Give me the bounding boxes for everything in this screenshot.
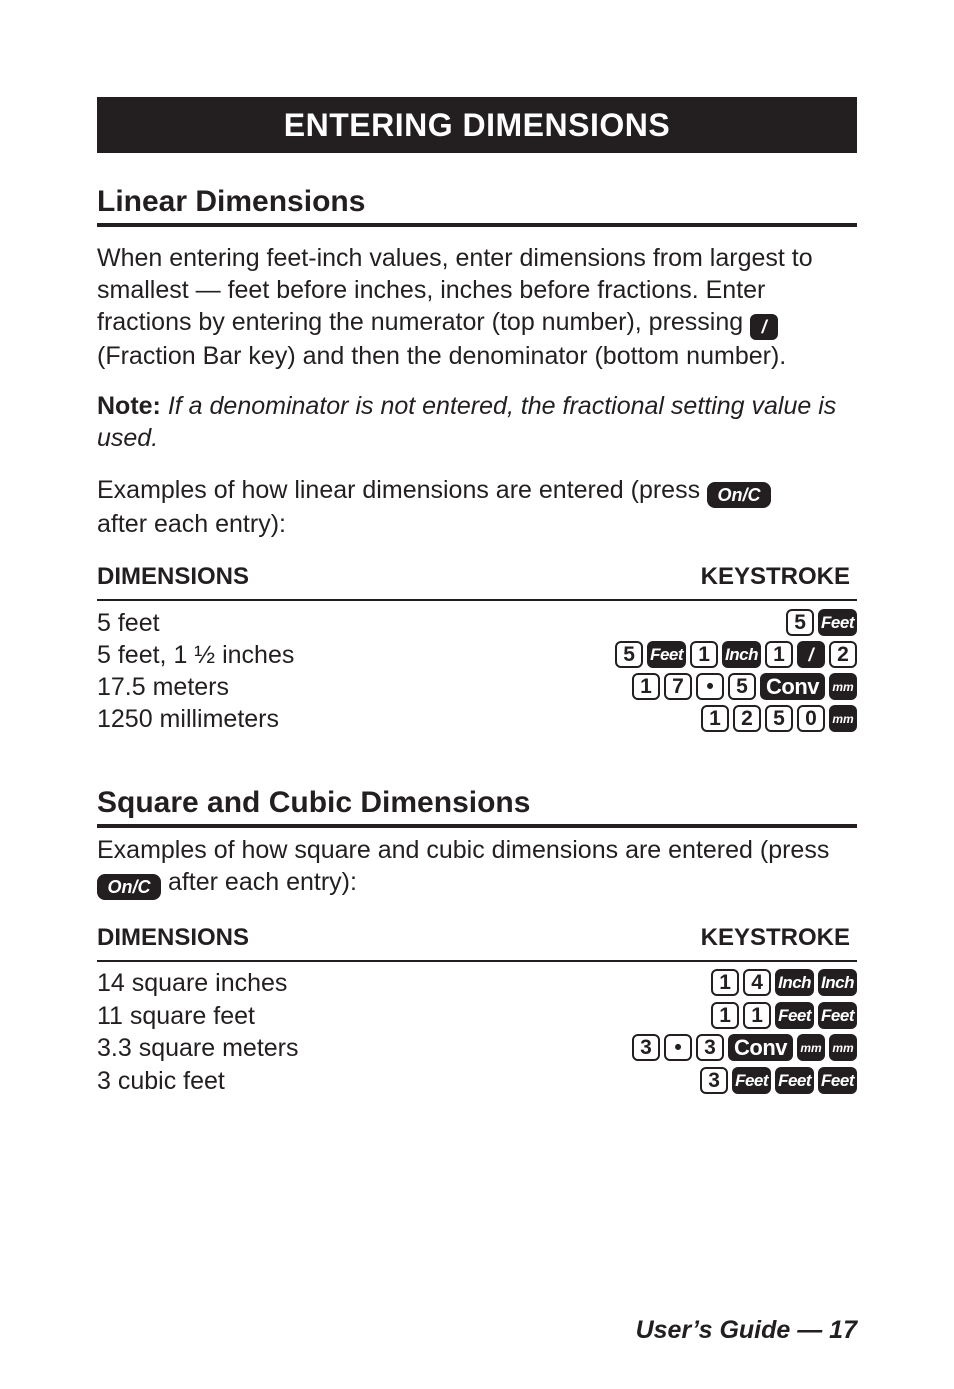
key-icon: Feet [647,641,686,668]
keystroke-sequence [711,969,857,996]
key-icon: Inch [722,641,761,668]
linear-examples-text-a: Examples of how linear dimensions are entered (press [97,476,701,504]
key-icon: 2 [829,641,857,668]
key-icon: 3 [632,1034,660,1061]
key-icon: 1 [711,1002,739,1029]
on-c-key-icon: On/C [97,874,161,900]
row-label: 14 square inches [97,969,288,997]
table-row [97,607,857,639]
key-icon: mm [829,1034,857,1061]
key-icon: 1 [632,673,660,700]
col-dimensions: DIMENSIONS [97,563,250,590]
key-icon: 1 [743,1002,771,1029]
keystroke-sequence [615,641,857,668]
row-label: 3 cubic feet [97,1066,225,1095]
keystroke-sequence [701,705,857,732]
table-row [97,671,857,703]
keystroke-sequence [632,673,857,700]
key-icon: mm [797,1034,825,1061]
key-icon: mm [829,673,857,700]
table-row [97,967,857,999]
row-label: 5 feet, 1 ½ inches [97,641,295,669]
section-banner: ENTERING DIMENSIONS [97,97,857,153]
square-examples-paragraph [97,834,857,900]
key-icon: 1 [690,641,718,668]
table-row [97,1000,857,1032]
key-icon: 3 [700,1067,728,1094]
square-examples-text-b: after each entry): [167,868,357,896]
key-icon: 1 [701,705,729,732]
key-icon: Feet [732,1067,771,1094]
key-icon: 5 [615,641,643,668]
key-icon: 1 [711,969,739,996]
key-icon: Feet [775,1002,814,1029]
key-icon: Conv [760,673,825,700]
linear-table-header [97,563,857,601]
col-dimensions: DIMENSIONS [97,924,250,951]
linear-examples-text-b: after each entry): [97,510,286,538]
linear-intro-text-b: (Fraction Bar key) and then the denominator (bottom number). [97,342,787,370]
key-icon: 5 [765,705,793,732]
key-icon: • [664,1034,692,1061]
note-label: Note: [97,392,161,420]
table-row [97,1065,857,1097]
table-row [97,1032,857,1064]
note-text: If a denominator is not entered, the fractional setting value is used. [97,392,837,452]
fraction-bar-key-icon: / [750,314,778,340]
col-keystroke: KEYSTROKE [700,563,850,590]
key-icon: Inch [775,969,814,996]
keystroke-sequence [632,1034,857,1061]
square-heading: Square and Cubic Dimensions [97,786,857,828]
key-icon: 1 [765,641,793,668]
key-icon: 3 [696,1034,724,1061]
key-icon: 4 [743,969,771,996]
square-table-header [97,924,857,962]
key-icon: 5 [786,609,814,636]
col-keystroke: KEYSTROKE [700,924,850,951]
note-paragraph [97,390,857,454]
keystroke-sequence [711,1002,857,1029]
row-label: 5 feet [97,609,160,637]
linear-intro-paragraph [97,242,857,372]
square-examples-text-a: Examples of how square and cubic dimensions are entered (press [97,836,830,864]
table-row [97,639,857,671]
keystroke-sequence [786,609,857,636]
linear-examples-paragraph [97,474,857,540]
key-icon: Feet [818,1002,857,1029]
key-icon: Inch [818,969,857,996]
row-label: 3.3 square meters [97,1034,299,1062]
table-row [97,703,857,735]
row-label: 17.5 meters [97,673,230,701]
key-icon: 0 [797,705,825,732]
row-label: 1250 millimeters [97,705,280,733]
key-icon: Feet [775,1067,814,1094]
key-icon: / [797,641,825,668]
key-icon: 5 [728,673,756,700]
key-icon: Conv [728,1034,793,1061]
keystroke-sequence [700,1067,857,1094]
key-icon: • [696,673,724,700]
key-icon: Feet [818,609,857,636]
key-icon: mm [829,705,857,732]
key-icon: Feet [818,1067,857,1094]
key-icon: 7 [664,673,692,700]
on-c-key-icon: On/C [707,482,771,508]
row-label: 11 square feet [97,1001,255,1030]
linear-intro-text-a: When entering feet-inch values, enter dimensions from largest to smallest — feet before inches, inches before fractions. Enter fractions by entering the numerator (top number), pressing [97,244,813,336]
key-icon: 2 [733,705,761,732]
linear-heading: Linear Dimensions [97,185,857,227]
page-footer: User’s Guide — 17 [635,1316,857,1344]
